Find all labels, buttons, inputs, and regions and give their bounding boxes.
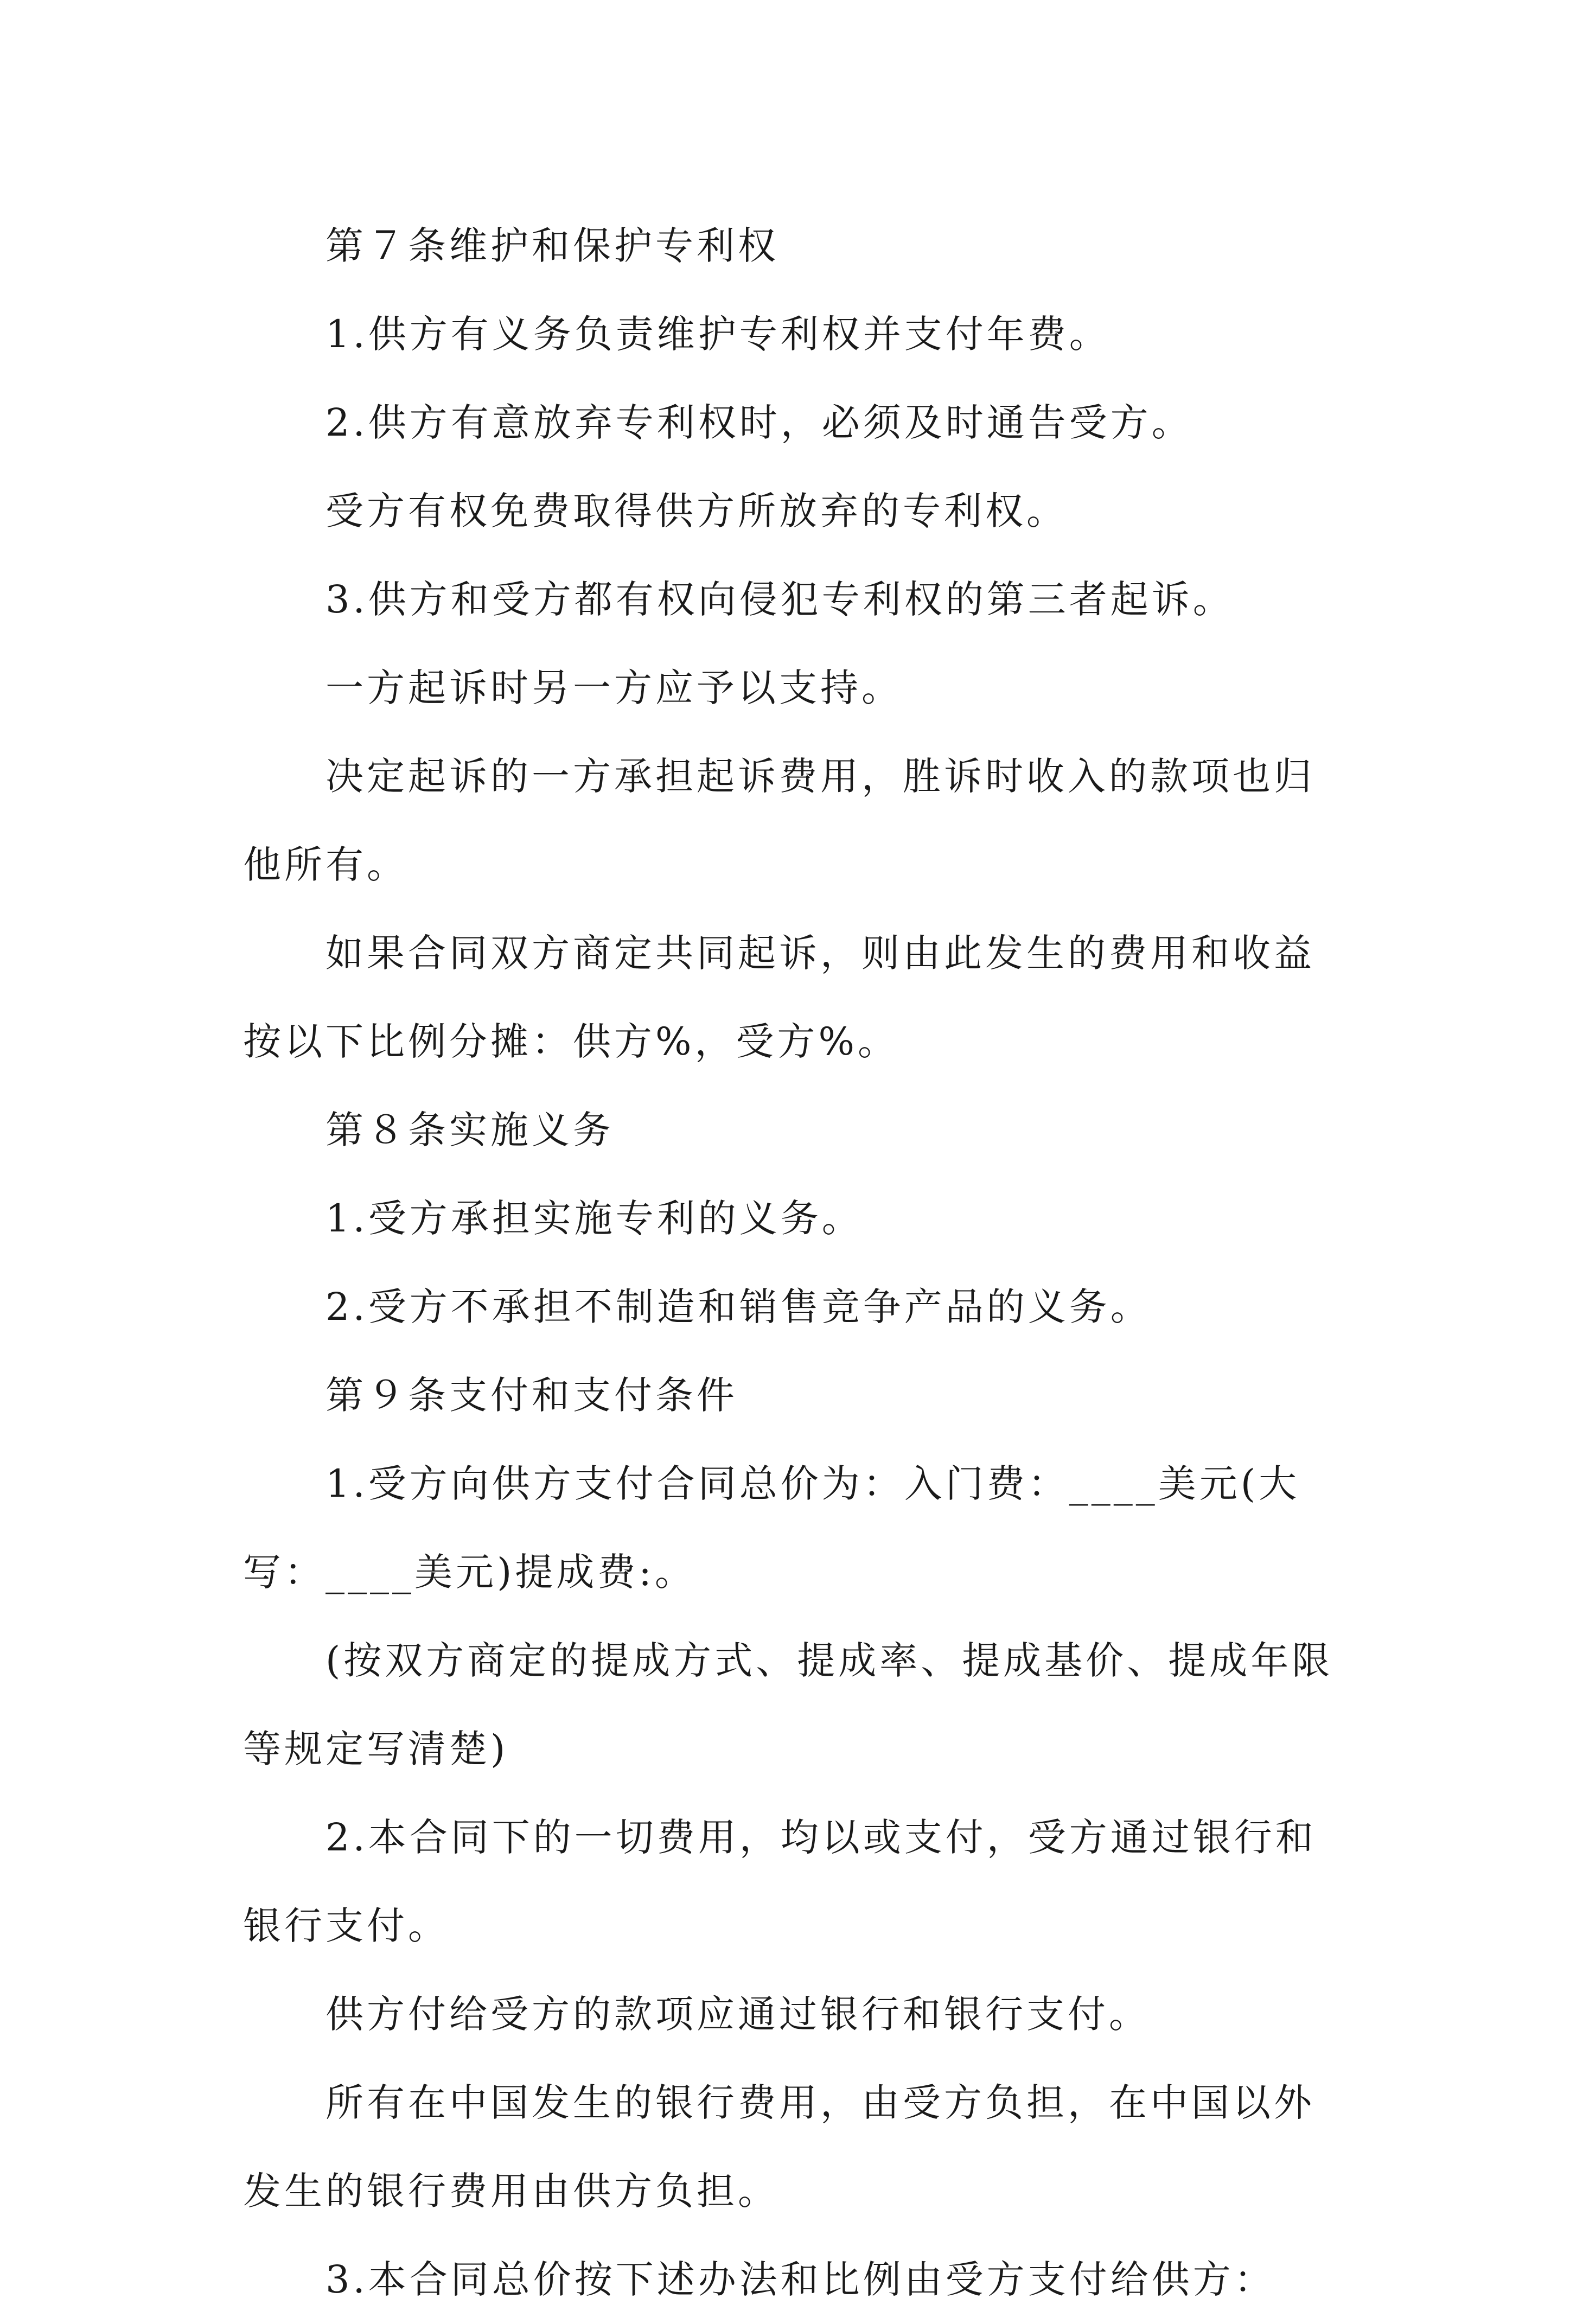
- paragraph: 2.供方有意放弃专利权时，必须及时通告受方。: [326, 400, 1193, 445]
- article-7-heading: 第７条维护和保护专利权: [326, 224, 779, 268]
- article-9-heading: 第９条支付和支付条件: [326, 1373, 738, 1418]
- paragraph: 2.本合同下的一切费用，均以或支付，受方通过银行和银行支付。: [243, 1815, 1317, 1948]
- paragraph: 一方起诉时另一方应予以支持。: [326, 666, 903, 710]
- paragraph: 供方付给受方的款项应通过银行和银行支付。: [326, 1992, 1150, 2036]
- paragraph: 2.受方不承担不制造和销售竞争产品的义务。: [326, 1285, 1152, 1329]
- paragraph: 受方有权免费取得供方所放弃的专利权。: [326, 489, 1068, 533]
- paragraph: 所有在中国发生的银行费用，由受方负担，在中国以外发生的银行费用由供方负担。: [243, 2080, 1315, 2213]
- document-body: [243, 202, 1340, 2324]
- paragraph: 1.供方有义务负责维护专利权并支付年费。: [326, 312, 1111, 356]
- paragraph: 1.受方向供方支付合同总价为：入门费：____美元(大写：____美元)提成费:。: [243, 1461, 1300, 1594]
- paragraph: 3.本合同总价按下述办法和比例由受方支付给供方：: [326, 2257, 1275, 2302]
- article-8-heading: 第８条实施义务: [326, 1108, 614, 1152]
- paragraph: 1.受方承担实施专利的义务。: [326, 1196, 863, 1241]
- paragraph: (按双方商定的提成方式、提成率、提成基价、提成年限等规定写清楚): [243, 1638, 1333, 1771]
- paragraph: 3.供方和受方都有权向侵犯专利权的第三者起诉。: [326, 577, 1234, 622]
- paragraph: 如果合同双方商定共同起诉，则由此发生的费用和收益按以下比例分摊：供方%，受方%。: [243, 931, 1315, 1064]
- paragraph: 决定起诉的一方承担起诉费用，胜诉时收入的款项也归他所有。: [243, 754, 1315, 887]
